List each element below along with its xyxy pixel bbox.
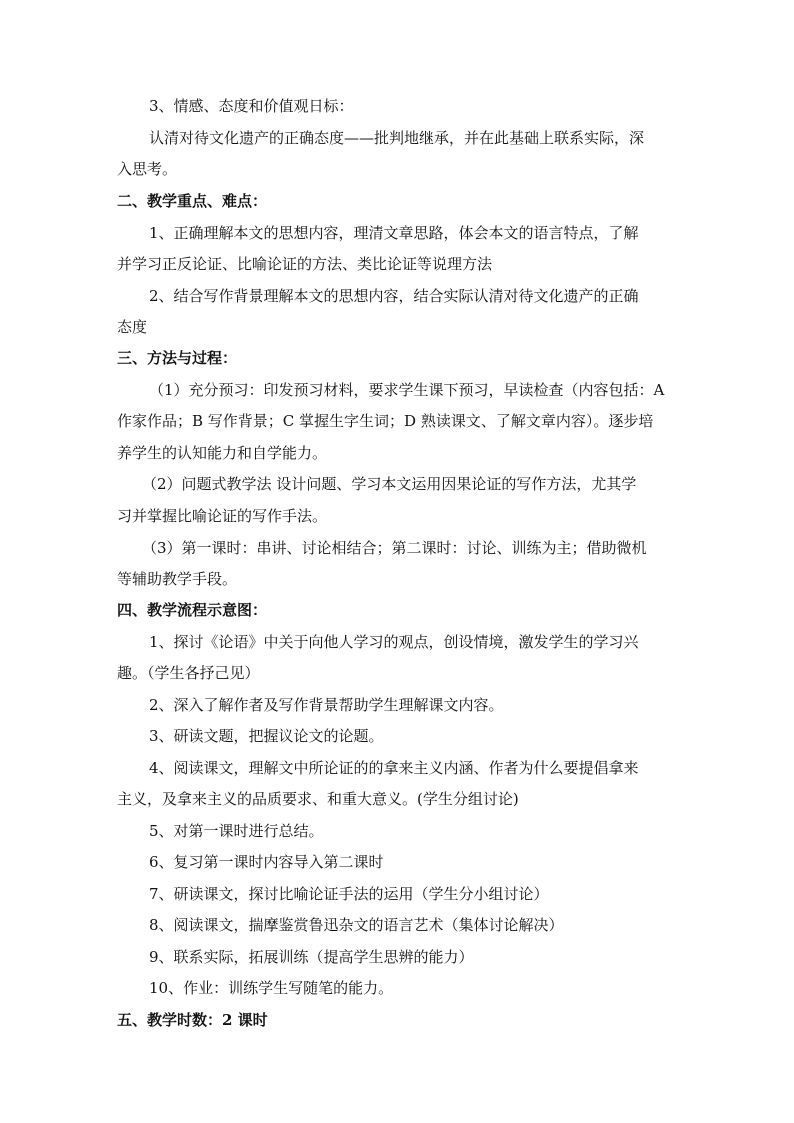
list-item: 3、研读文题，把握议论文的论题。 — [149, 727, 384, 745]
section-3-title: 3、情感、态度和价值观日标： — [149, 97, 354, 115]
list-item: 2、深入了解作者及写作背景帮助学生理解课文内容。 — [149, 696, 504, 714]
section-heading-2: 二、教学重点、难点： — [117, 192, 268, 210]
list-item: 7、研读课文，探讨比喻论证手法的运用（学生分小组讨论） — [149, 885, 549, 903]
section-heading-5: 五、教学时数：2 课时 — [117, 1011, 268, 1029]
body-line: 2、结合写作背景理解本文的思想内容，结合实际认清对待文化遗产的正确 — [149, 287, 639, 305]
section-heading-4: 四、教学流程示意图： — [117, 601, 268, 619]
body-line: 态度 — [117, 318, 148, 336]
list-item: 1、探讨《论语》中关于向他人学习的观点，创设情境，激发学生的学习兴 — [149, 633, 639, 651]
list-item: 8、阅读课文，揣摩鉴赏鲁迅杂文的语言艺术（集体讨论解决） — [149, 916, 564, 934]
list-item-continued: 主义，及拿来主义的品质要求、和重大意义。(学生分组讨论) — [117, 790, 519, 808]
body-line: 认清对待文化遗产的正确态度——批判地继承，并在此基础上联系实际，深 — [149, 129, 645, 147]
section-heading-3: 三、方法与过程： — [117, 349, 238, 367]
list-item-continued: 趣。（学生各抒己见） — [117, 664, 260, 682]
list-item: 5、对第一课时进行总结。 — [149, 822, 324, 840]
body-line: 入思考。 — [117, 160, 178, 178]
body-line: 作家作品；B 写作背景；C 掌握生字生词；D 熟读课文、了解文章内容）。逐步培 — [117, 412, 654, 430]
list-item: 9、联系实际，拓展训练（提高学生思辨的能力） — [149, 948, 474, 966]
body-line: 并学习正反论证、比喻论证的方法、类比论证等说理方法 — [117, 255, 493, 273]
body-line: 养学生的认知能力和自学能力。 — [117, 444, 328, 462]
body-line: 1、正确理解本文的思想内容，理清文章思路，体会本文的语言特点，了解 — [149, 224, 639, 242]
body-line: （2）问题式教学法 设计问题、学习本文运用因果论证的写作方法，尤其学 — [142, 475, 637, 493]
body-line: 习并掌握比喻论证的写作手法。 — [117, 507, 328, 525]
list-item: 6、复习第一课时内容导入第二课时 — [149, 853, 384, 871]
body-line: 等辅助教学手段。 — [117, 570, 238, 588]
body-line: （3）第一课时：串讲、讨论相结合；第二课时：讨论、训练为主；借助微机 — [142, 539, 647, 557]
list-item: 4、阅读课文，理解文中所论证的的拿来主义内涵、作者为什么要提倡拿来 — [149, 759, 639, 777]
body-line: （1）充分预习：印发预习材料，要求学生课下预习，早读检查（内容包括：A — [149, 381, 665, 399]
list-item: 10、作业：训练学生写随笔的能力。 — [149, 979, 394, 997]
